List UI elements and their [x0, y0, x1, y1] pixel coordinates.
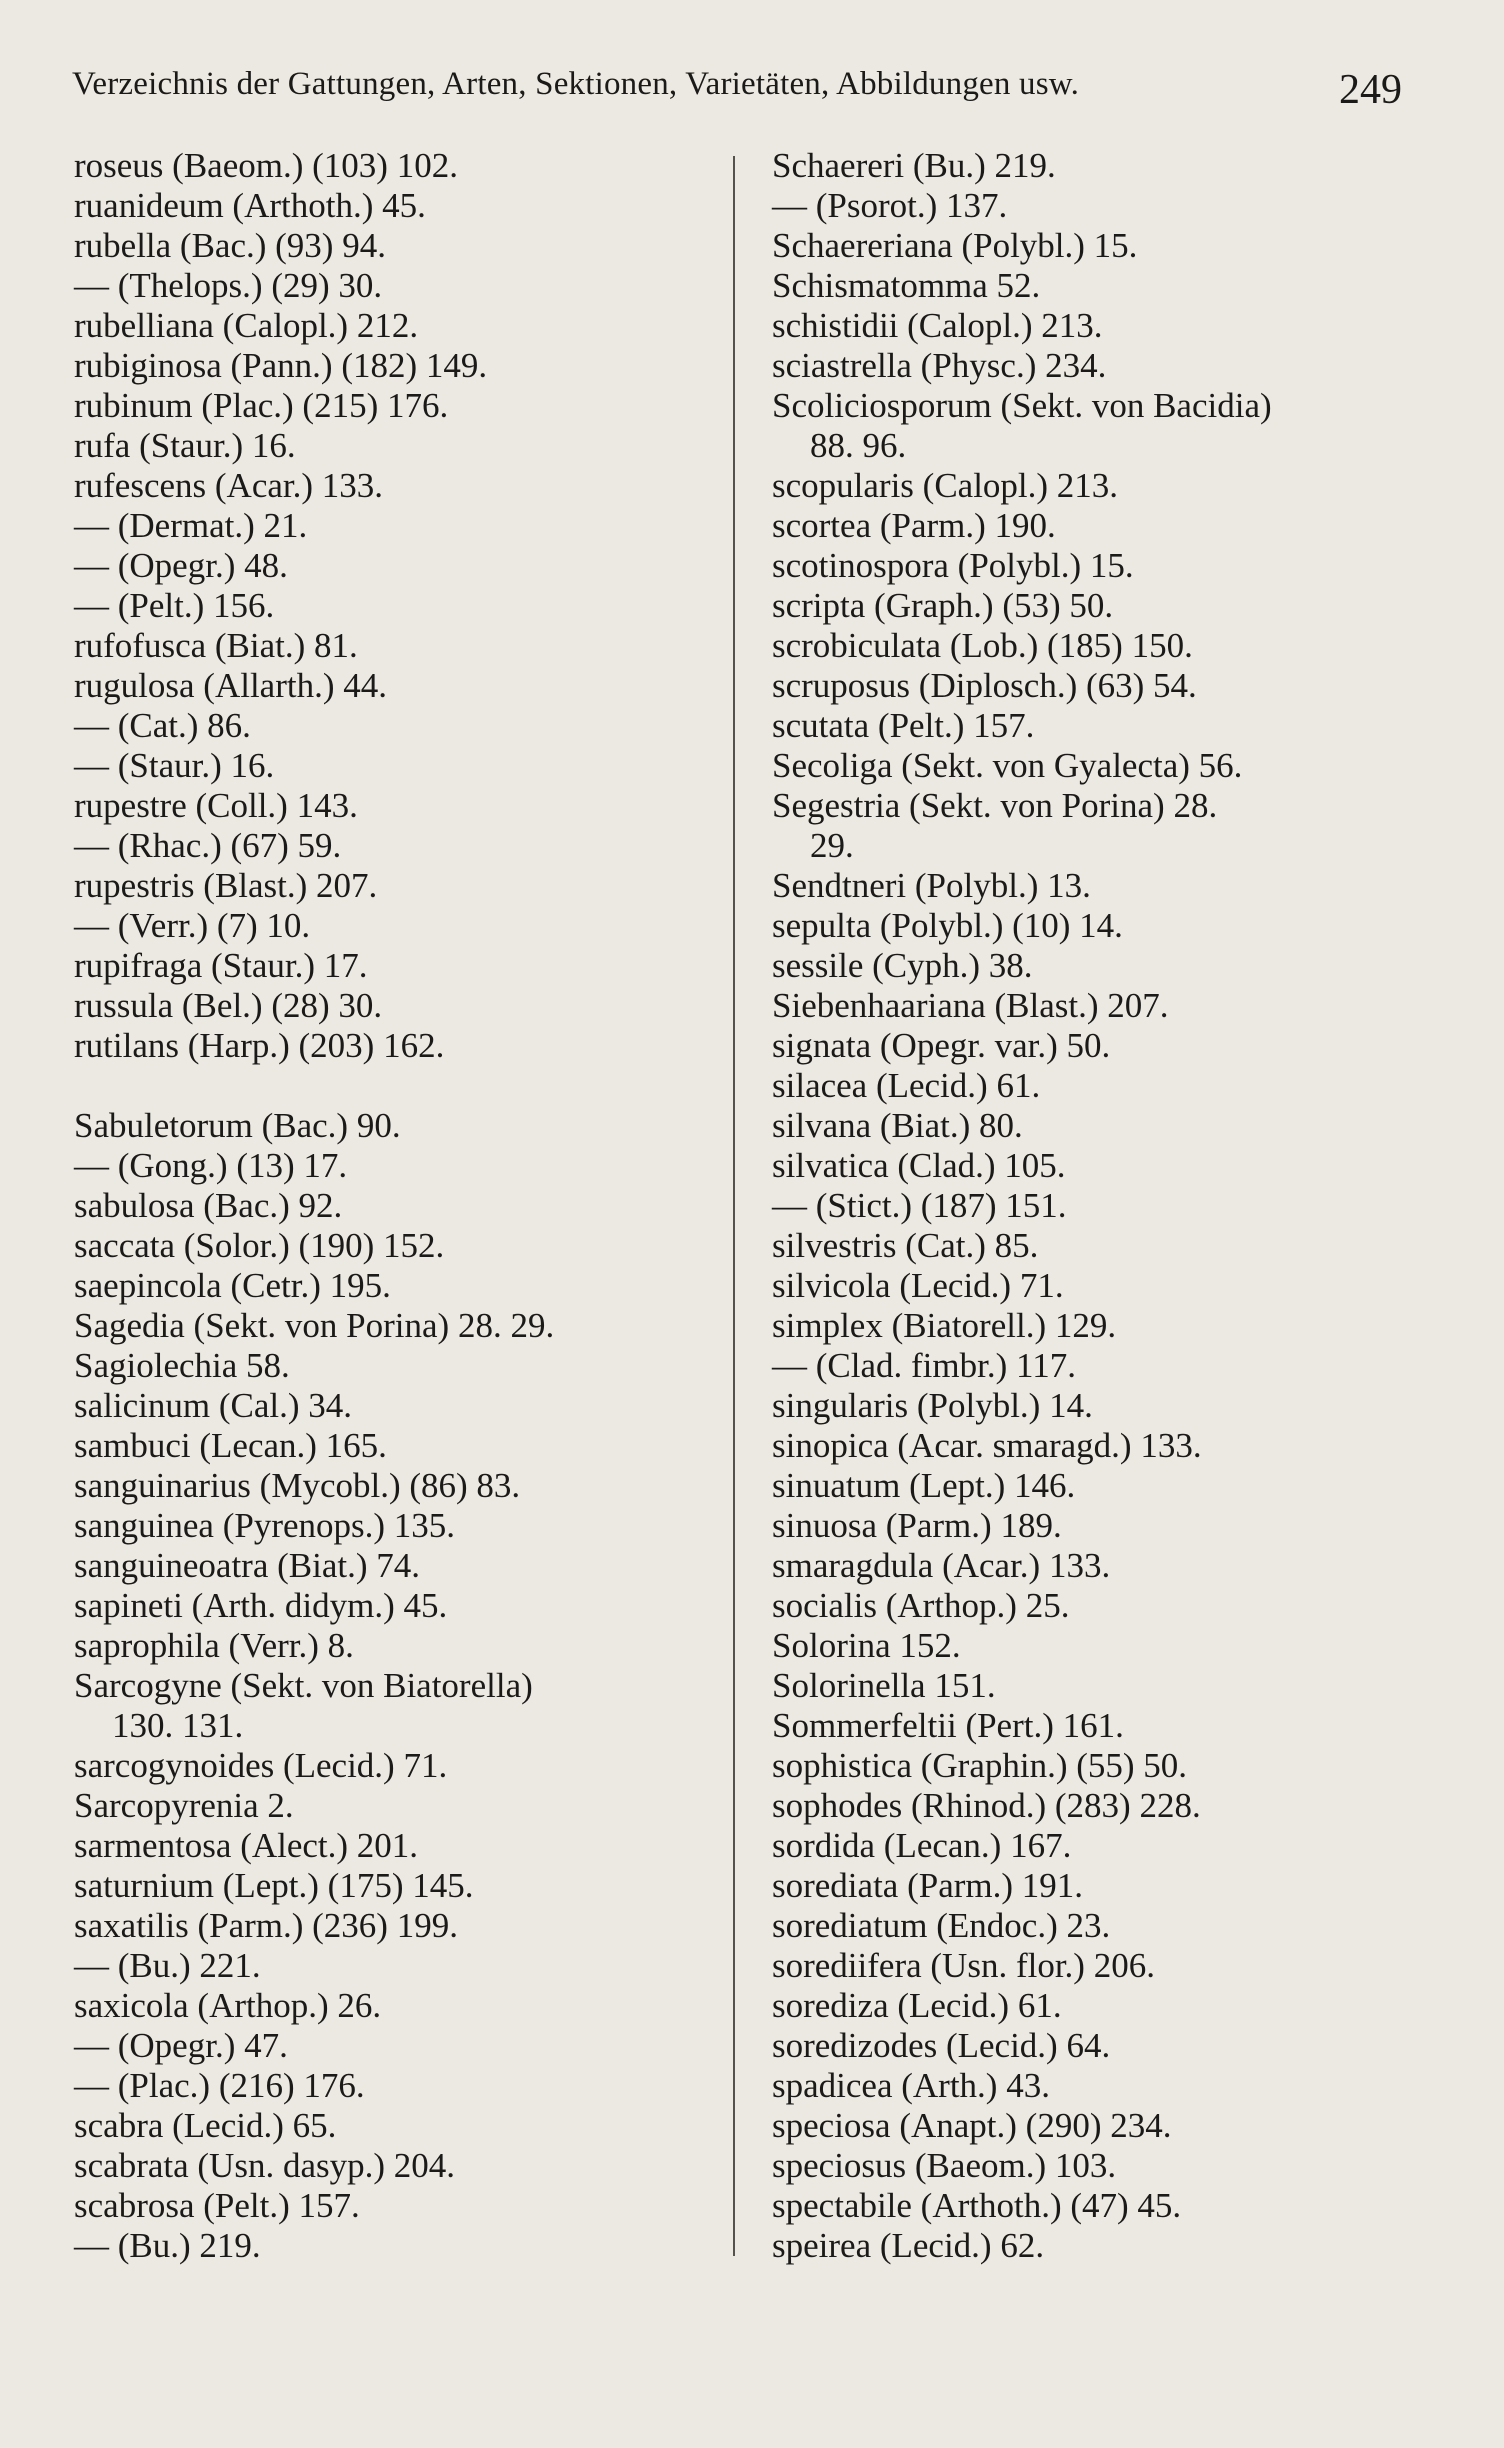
- index-entry: rutilans (Harp.) (203) 162.: [74, 1026, 445, 1065]
- index-entry: — (Rhac.) (67) 59.: [74, 826, 342, 865]
- index-entry: scabrosa (Pelt.) 157.: [74, 2186, 360, 2225]
- index-entry: scabra (Lecid.) 65.: [74, 2106, 337, 2145]
- index-entry: 29.: [810, 826, 854, 865]
- index-entry: silvestris (Cat.) 85.: [772, 1226, 1039, 1265]
- index-entry: silvatica (Clad.) 105.: [772, 1146, 1066, 1185]
- index-entry: sambuci (Lecan.) 165.: [74, 1426, 387, 1465]
- index-entry: sinuosa (Parm.) 189.: [772, 1506, 1062, 1545]
- page-number: 249: [1339, 67, 1402, 113]
- column-divider: [733, 156, 735, 2256]
- index-entry: — (Bu.) 219.: [74, 2226, 261, 2265]
- index-entry: 88. 96.: [810, 426, 907, 465]
- index-entry: scopularis (Calopl.) 213.: [772, 466, 1119, 505]
- index-entry: saxatilis (Parm.) (236) 199.: [74, 1906, 458, 1945]
- index-entry: roseus (Baeom.) (103) 102.: [74, 146, 458, 185]
- index-entry: scabrata (Usn. dasyp.) 204.: [74, 2146, 456, 2185]
- index-entry: sorediatum (Endoc.) 23.: [772, 1906, 1111, 1945]
- index-entry: speciosa (Anapt.) (290) 234.: [772, 2106, 1172, 2145]
- index-entry: — (Bu.) 221.: [74, 1946, 261, 1985]
- index-entry: saccata (Solor.) (190) 152.: [74, 1226, 445, 1265]
- index-entry: Sabuletorum (Bac.) 90.: [74, 1106, 401, 1145]
- index-entry: silvicola (Lecid.) 71.: [772, 1266, 1064, 1305]
- index-column-right: [772, 146, 1422, 2266]
- index-entry: speciosus (Baeom.) 103.: [772, 2146, 1117, 2185]
- index-entry: sciastrella (Physc.) 234.: [772, 346, 1107, 385]
- index-entry: sarmentosa (Alect.) 201.: [74, 1826, 419, 1865]
- index-entry: sordida (Lecan.) 167.: [772, 1826, 1072, 1865]
- index-entry: Segestria (Sekt. von Porina) 28.: [772, 786, 1218, 825]
- index-entry: scripta (Graph.) (53) 50.: [772, 586, 1114, 625]
- index-entry: — (Pelt.) 156.: [74, 586, 275, 625]
- index-entry: sinopica (Acar. smaragd.) 133.: [772, 1426, 1202, 1465]
- index-entry: sapineti (Arth. didym.) 45.: [74, 1586, 448, 1625]
- index-entry: scortea (Parm.) 190.: [772, 506, 1056, 545]
- index-entry: simplex (Biatorell.) 129.: [772, 1306, 1117, 1345]
- index-entry: spectabile (Arthoth.) (47) 45.: [772, 2186, 1182, 2225]
- index-entry: — (Verr.) (7) 10.: [74, 906, 311, 945]
- index-entry: rubella (Bac.) (93) 94.: [74, 226, 386, 265]
- index-entry: sophodes (Rhinod.) (283) 228.: [772, 1786, 1201, 1825]
- index-entry: rubelliana (Calopl.) 212.: [74, 306, 419, 345]
- index-entry: smaragdula (Acar.) 133.: [772, 1546, 1111, 1585]
- index-entry: saturnium (Lept.) (175) 145.: [74, 1866, 474, 1905]
- index-entry: Sendtneri (Polybl.) 13.: [772, 866, 1091, 905]
- index-entry: signata (Opegr. var.) 50.: [772, 1026, 1111, 1065]
- index-entry: sorediza (Lecid.) 61.: [772, 1986, 1062, 2025]
- index-entry: russula (Bel.) (28) 30.: [74, 986, 383, 1025]
- index-entry: salicinum (Cal.) 34.: [74, 1386, 353, 1425]
- index-entry: schistidii (Calopl.) 213.: [772, 306, 1103, 345]
- index-entry: rupestris (Blast.) 207.: [74, 866, 378, 905]
- index-entry: — (Plac.) (216) 176.: [74, 2066, 365, 2105]
- index-entry: saxicola (Arthop.) 26.: [74, 1986, 382, 2025]
- index-entry: Secoliga (Sekt. von Gyalecta) 56.: [772, 746, 1243, 785]
- index-entry: Schismatomma 52.: [772, 266, 1041, 305]
- index-entry: rupestre (Coll.) 143.: [74, 786, 358, 825]
- index-entry: Sarcogyne (Sekt. von Biatorella): [74, 1666, 533, 1705]
- index-entry: sarcogynoides (Lecid.) 71.: [74, 1746, 448, 1785]
- index-entry: rupifraga (Staur.) 17.: [74, 946, 368, 985]
- index-entry: socialis (Arthop.) 25.: [772, 1586, 1070, 1625]
- index-entry: — (Dermat.) 21.: [74, 506, 308, 545]
- index-entry: sanguinea (Pyrenops.) 135.: [74, 1506, 456, 1545]
- index-entry: rugulosa (Allarth.) 44.: [74, 666, 387, 705]
- index-entry: Schaereriana (Polybl.) 15.: [772, 226, 1138, 265]
- index-entry: spadicea (Arth.) 43.: [772, 2066, 1050, 2105]
- index-entry: scruposus (Diplosch.) (63) 54.: [772, 666, 1197, 705]
- index-entry: ruanideum (Arthoth.) 45.: [74, 186, 426, 225]
- index-entry: rubiginosa (Pann.) (182) 149.: [74, 346, 488, 385]
- index-entry: — (Opegr.) 48.: [74, 546, 288, 585]
- index-entry: — (Stict.) (187) 151.: [772, 1186, 1067, 1225]
- index-entry: Scoliciosporum (Sekt. von Bacidia): [772, 386, 1272, 425]
- index-entry: rufescens (Acar.) 133.: [74, 466, 384, 505]
- index-entry: scotinospora (Polybl.) 15.: [772, 546, 1134, 585]
- index-entry: Sommerfeltii (Pert.) 161.: [772, 1706, 1124, 1745]
- index-entry: — (Thelops.) (29) 30.: [74, 266, 383, 305]
- index-entry: Sarcopyrenia 2.: [74, 1786, 294, 1825]
- index-entry: 130. 131.: [112, 1706, 244, 1745]
- index-entry: saprophila (Verr.) 8.: [74, 1626, 354, 1665]
- index-entry: sessile (Cyph.) 38.: [772, 946, 1033, 985]
- index-entry: sorediifera (Usn. flor.) 206.: [772, 1946, 1155, 1985]
- index-entry: saepincola (Cetr.) 195.: [74, 1266, 391, 1305]
- index-entry: singularis (Polybl.) 14.: [772, 1386, 1093, 1425]
- index-entry: rufofusca (Biat.) 81.: [74, 626, 358, 665]
- index-entry: sabulosa (Bac.) 92.: [74, 1186, 343, 1225]
- index-entry: silacea (Lecid.) 61.: [772, 1066, 1041, 1105]
- index-entry: Schaereri (Bu.) 219.: [772, 146, 1056, 185]
- index-entry: — (Gong.) (13) 17.: [74, 1146, 348, 1185]
- section-spacer: [74, 1066, 722, 1106]
- index-entry: rubinum (Plac.) (215) 176.: [74, 386, 449, 425]
- running-title: Verzeichnis der Gattungen, Arten, Sektionen, Varietäten, Abbildungen usw.: [72, 66, 1080, 102]
- index-entry: Sagiolechia 58.: [74, 1346, 290, 1385]
- page-header: [72, 66, 1402, 120]
- index-entry: scutata (Pelt.) 157.: [772, 706, 1035, 745]
- index-entry: rufa (Staur.) 16.: [74, 426, 296, 465]
- index-entry: Sagedia (Sekt. von Porina) 28. 29.: [74, 1306, 555, 1345]
- index-entry: Solorina 152.: [772, 1626, 961, 1665]
- index-entry: soredizodes (Lecid.) 64.: [772, 2026, 1111, 2065]
- index-entry: Solorinella 151.: [772, 1666, 996, 1705]
- index-entry: Siebenhaariana (Blast.) 207.: [772, 986, 1169, 1025]
- index-entry: sorediata (Parm.) 191.: [772, 1866, 1084, 1905]
- index-entry: — (Psorot.) 137.: [772, 186, 1008, 225]
- index-entry: — (Cat.) 86.: [74, 706, 251, 745]
- index-column-left: [74, 146, 722, 2266]
- index-entry: sanguinarius (Mycobl.) (86) 83.: [74, 1466, 521, 1505]
- index-entry: — (Clad. fimbr.) 117.: [772, 1346, 1076, 1385]
- index-entry: — (Opegr.) 47.: [74, 2026, 288, 2065]
- index-entry: — (Staur.) 16.: [74, 746, 275, 785]
- index-entry: sepulta (Polybl.) (10) 14.: [772, 906, 1123, 945]
- index-entry: sanguineoatra (Biat.) 74.: [74, 1546, 421, 1585]
- index-entry: scrobiculata (Lob.) (185) 150.: [772, 626, 1193, 665]
- index-entry: silvana (Biat.) 80.: [772, 1106, 1023, 1145]
- index-entry: sinuatum (Lept.) 146.: [772, 1466, 1076, 1505]
- index-entry: sophistica (Graphin.) (55) 50.: [772, 1746, 1188, 1785]
- index-entry: speirea (Lecid.) 62.: [772, 2226, 1045, 2265]
